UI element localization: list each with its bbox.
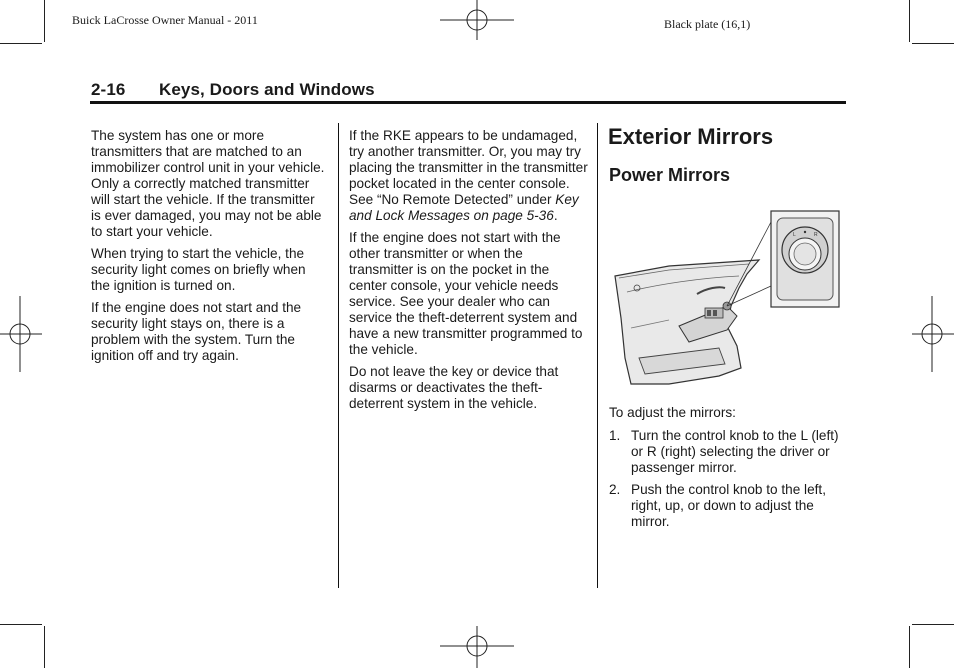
heading-exterior-mirrors: Exterior Mirrors <box>608 124 774 149</box>
section-heading <box>91 80 375 100</box>
crop-mark <box>909 0 910 42</box>
paragraph: Do not leave the key or device that disarms or deactivates the theft-deterrent system in the vehicle. <box>349 364 559 411</box>
knob-label-left: L <box>793 232 796 238</box>
paragraph: If the engine does not start with the other transmitter or when the transmitter is on the pocket in the center console, your vehicle needs service. See your dealer who can service the theft-deterrent system and have a new transmitter programmed to the vehicle. <box>349 230 583 357</box>
step-number: 1. <box>609 428 621 443</box>
column-1 <box>91 128 327 370</box>
paragraph-end: . <box>553 208 558 223</box>
registration-mark-bottom <box>440 626 514 668</box>
crop-mark <box>0 43 42 44</box>
plate-label: Black plate (16,1) <box>664 17 751 31</box>
column-3-body <box>609 405 847 536</box>
crop-mark <box>44 0 45 42</box>
paragraph: To adjust the mirrors: <box>609 405 736 420</box>
header-rule <box>90 101 846 104</box>
crop-mark <box>44 626 45 668</box>
step-number: 2. <box>609 482 621 497</box>
list-item <box>609 428 847 476</box>
column-divider <box>597 123 598 588</box>
page-number: 2-16 <box>91 80 126 99</box>
subheading-power-mirrors: Power Mirrors <box>609 165 731 185</box>
door-panel-illustration <box>609 208 844 390</box>
crop-mark <box>0 624 42 625</box>
registration-mark-left <box>0 296 42 372</box>
paragraph: When trying to start the vehicle, the security light comes on briefly when the ignition is turned on. <box>91 246 306 293</box>
steps-list <box>609 428 847 530</box>
crop-mark <box>909 626 910 668</box>
registration-mark-right <box>912 296 954 372</box>
list-item <box>609 482 847 530</box>
paragraph: If the engine does not start and the security light stays on, there is a problem with the system. Turn the ignition off and try again. <box>91 300 302 363</box>
cross-reference-link[interactable]: Key and Lock Messages on page 5‑36 <box>349 192 579 223</box>
knob-label-right: R <box>814 232 818 238</box>
registration-mark-top <box>440 0 514 44</box>
paragraph: The system has one or more transmitters that are matched to an immobilizer control unit in your vehicle. Only a correctly matched transmitter will start the vehicle. If the transmitter is ever damaged, you may not be able to start your vehicle. <box>91 128 325 239</box>
column-divider <box>338 123 339 588</box>
manual-title: Buick LaCrosse Owner Manual - 2011 <box>72 13 258 27</box>
step-text: Turn the control knob to the L (left) or R (right) selecting the driver or passenger mirror. <box>631 428 839 475</box>
column-2 <box>349 128 589 418</box>
step-text: Push the control knob to the left, right, up, or down to adjust the mirror. <box>631 482 826 529</box>
crop-mark <box>912 43 954 44</box>
section-title: Keys, Doors and Windows <box>159 80 375 99</box>
paragraph-text: If the RKE appears to be undamaged, try another transmitter. Or, you may try placing the transmitter in the transmitter pocket located in the center console. See “No Remote Detected” under <box>349 128 588 207</box>
crop-mark <box>912 624 954 625</box>
paragraph <box>349 128 589 224</box>
